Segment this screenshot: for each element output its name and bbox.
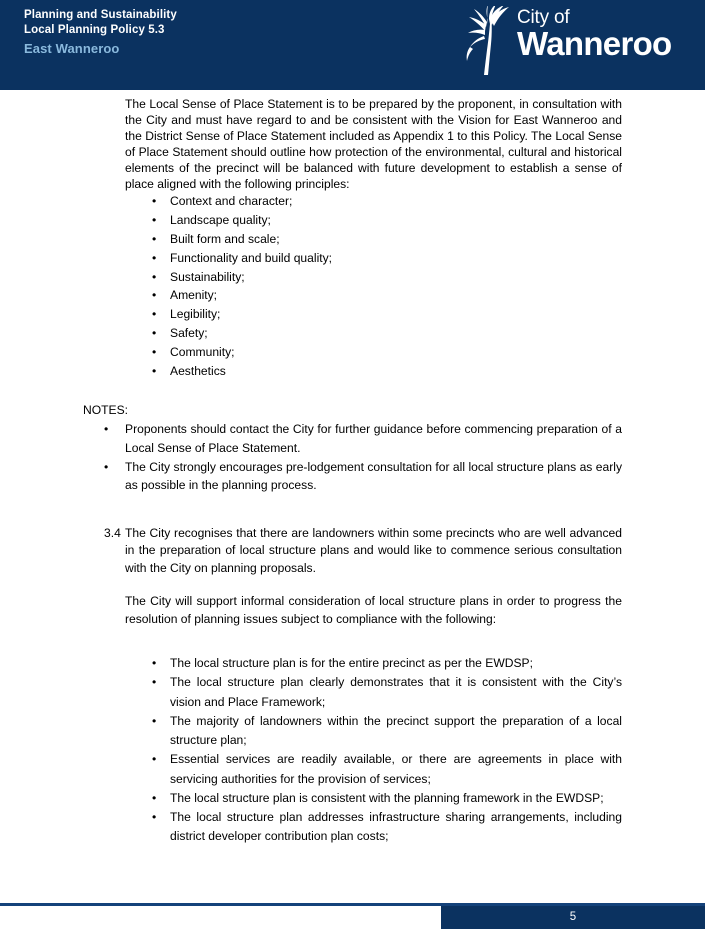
list-item <box>152 808 622 846</box>
header-department: Planning and Sustainability <box>24 9 177 21</box>
clause-text: The City recognises that there are landowners within some precincts who are well advanced in the preparation of local structure plans and would like to commence serious consultation with the City on planning proposals. <box>125 525 622 575</box>
list-item-text: Legibility; <box>170 307 221 322</box>
page-footer <box>441 906 705 929</box>
bullet-icon: • <box>152 790 157 805</box>
header-title-group <box>24 8 177 58</box>
logo-wanneroo-text: Wanneroo <box>517 25 672 62</box>
principles-list <box>0 192 705 380</box>
bullet-icon: • <box>152 232 157 247</box>
bullet-icon: • <box>152 250 157 265</box>
list-item <box>152 789 622 808</box>
list-item-text: Landscape quality; <box>170 213 271 228</box>
list-item-text: The local structure plan is for the entire precinct as per the EWDSP; <box>170 656 533 671</box>
list-item-text: Community; <box>170 344 235 359</box>
bullet-icon: • <box>152 656 157 671</box>
bullet-icon: • <box>152 269 157 284</box>
list-item <box>152 268 622 287</box>
bullet-icon: • <box>152 344 157 359</box>
list-item <box>152 673 622 711</box>
bullet-icon: • <box>152 752 157 767</box>
list-item <box>152 654 622 673</box>
spacer <box>0 628 705 654</box>
bullet-icon: • <box>152 675 157 690</box>
list-item <box>152 192 622 211</box>
list-item <box>152 249 622 268</box>
document-body <box>0 90 705 846</box>
spacer <box>0 495 705 525</box>
list-item <box>104 420 622 457</box>
bullet-icon: • <box>152 288 157 303</box>
city-of-wanneroo-logo <box>461 6 691 80</box>
clause-sub-paragraph: The City will support informal consideration of local structure plans in order to progress the resolution of planning issues subject to compliance with the following: <box>125 594 622 626</box>
list-item-text: Amenity; <box>170 288 218 303</box>
intro-paragraph: The Local Sense of Place Statement is to be prepared by the proponent, in consultation with the City and must have regard to and be consistent with the Vision for East Wanneroo and the District Sense of Place Statement included as Appendix 1 to this Policy. The Local Sense of Place Statement should outline how protection of the environmental, cultural and historical elements of the precinct will be balanced with future development to establish a sense of place aligned with the following principles: <box>125 97 622 191</box>
page-header <box>0 0 705 90</box>
list-item-text: Sustainability; <box>170 269 245 284</box>
bullet-icon: • <box>152 194 157 209</box>
list-item-text: The local structure plan clearly demonstrates that it is consistent with the City’s vision and Place Framework; <box>170 675 622 709</box>
list-item <box>152 305 622 324</box>
spacer <box>0 577 705 593</box>
page-number: 5 <box>569 911 577 923</box>
list-item-text: Safety; <box>170 326 208 341</box>
list-item <box>152 324 622 343</box>
list-item-text: The local structure plan addresses infrastructure sharing arrangements, including district developer contribution plan costs; <box>170 809 622 844</box>
list-item <box>152 286 622 305</box>
bullet-icon: • <box>152 326 157 341</box>
bullet-icon: • <box>104 422 109 437</box>
logo-city-of-text: City of <box>517 7 570 28</box>
list-item <box>152 750 622 788</box>
list-item <box>152 230 622 249</box>
notes-label: NOTES: <box>83 403 129 418</box>
list-item <box>104 458 622 495</box>
bullet-icon: • <box>152 713 157 728</box>
header-locality: East Wanneroo <box>24 41 120 57</box>
list-item <box>152 211 622 230</box>
list-item-text: The local structure plan is consistent with the planning framework in the EWDSP; <box>170 790 604 805</box>
bullet-icon: • <box>152 809 157 824</box>
header-policy-number: Local Planning Policy 5.3 <box>24 24 165 37</box>
bullet-icon: • <box>152 363 157 378</box>
list-item-text: Essential services are readily available, or there are agreements in place with servicing authorities for the provision of services; <box>170 752 622 786</box>
bullet-icon: • <box>152 213 157 228</box>
list-item <box>152 712 622 750</box>
list-item <box>152 362 622 381</box>
list-item-text: Built form and scale; <box>170 232 280 247</box>
list-item <box>152 343 622 362</box>
logo-wordmark <box>517 8 672 62</box>
list-item-text: The City strongly encourages pre-lodgement consultation for all local structure plans as early as possible in the planning process. <box>125 459 622 493</box>
clause-number: 3.4 <box>104 525 121 540</box>
bullet-icon: • <box>152 307 157 322</box>
grass-tree-icon <box>461 6 523 76</box>
list-item-text: Proponents should contact the City for further guidance before commencing preparation of a Local Sense of Place Statement. <box>125 422 622 455</box>
clause-3-4 <box>104 525 622 578</box>
criteria-list <box>0 654 705 846</box>
notes-list <box>0 418 705 494</box>
spacer <box>0 380 705 402</box>
list-item-text: Aesthetics <box>170 363 226 378</box>
list-item-text: Context and character; <box>170 194 293 209</box>
bullet-icon: • <box>104 459 109 474</box>
list-item-text: Functionality and build quality; <box>170 250 333 265</box>
list-item-text: The majority of landowners within the precinct support the preparation of a local structure plan; <box>170 713 622 748</box>
